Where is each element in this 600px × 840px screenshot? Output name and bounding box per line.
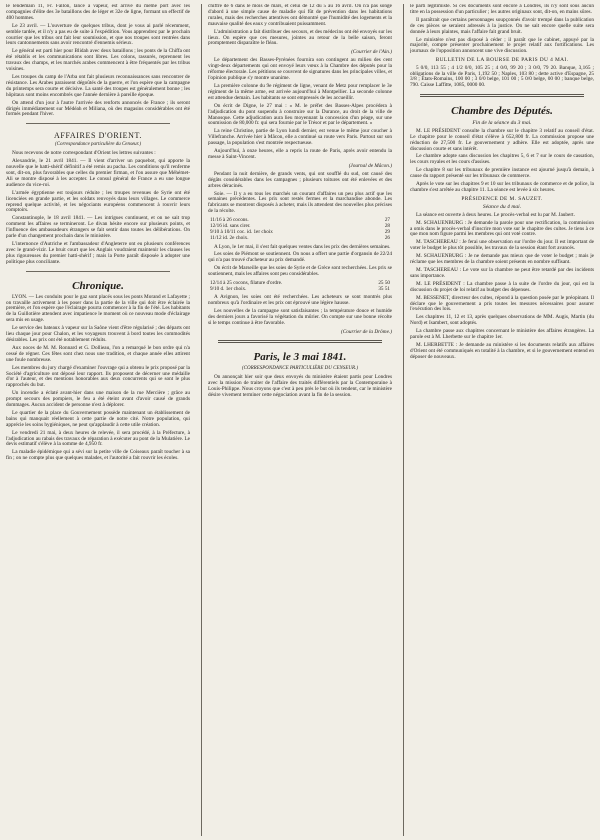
paragraph: Les troupes du camp de l'Arba ont fait plusieurs reconnaissances sans rencontrer de résistance. Les Arabes paraissent dégoûtés de la guerre, et l'on espère que la campagne du printemps sera courte et décisive. La santé des troupes est généralement bonne ; les hôpitaux sont moins encombrés que l'année dernière à pareille époque.: [6, 73, 190, 98]
paragraph: M. LHERBETTE : Je demande au ministère si les documents relatifs aux affaires d'Orient ont été communiqués en totalité à la chambre, et si le gouvernement entend en déposer de nouveaux.: [410, 341, 594, 360]
column-left: [6, 4, 190, 836]
table-row: [208, 286, 392, 292]
section-divider: [420, 94, 584, 97]
column-middle: [208, 4, 392, 836]
price-label: 11/12 id. 2e choix.: [210, 235, 249, 242]
bourse-bulletin-title: BULLETIN DE LA BOURSE DE PARIS DU 4 MAI.: [435, 57, 569, 64]
paragraph: On annonçait hier soir que deux envoyés du ministère étaient partis pour Londres avec la mission de traiter de l'affaire des traités différentiels par la Contemporaine à Louis-Philippe. Nous croyons que c'est à peu près le but où ils tendent, car le ministère désire vivement terminer cette négociation avant la fin de la session.: [208, 373, 392, 398]
price-label: 12/16 id. sans cirer.: [210, 223, 251, 230]
price-value: 35 51: [378, 286, 390, 293]
paragraph: Le général est parti hier pour Blidah avec deux bataillons ; les ponts de la Chiffa ont été rétablis et les communications sont libres. Les colons, rassurés, reprennent les travaux des champs, et les marchés arabes commencent à être fréquentés par les tribus voisines.: [6, 48, 190, 73]
paragraph: Les soies de Piémont se soutiennent. On nous a offert une partie d'organsin de 22/24 qui n'a pas trouvé d'acheteur au prix demandé.: [208, 251, 392, 264]
paragraph: On attend d'un jour à l'autre l'arrivée des renforts annoncés de France ; ils seront dirigés immédiatement sur Médéah et Miliana, où des magasins considérables ont été formés pendant l'hiver.: [6, 99, 190, 118]
paragraph: L'internonce d'Autriche et l'ambassadeur d'Angleterre ont eu plusieurs conférences avec le grand-vizir. Le bruit court que les Anglais voudraient maintenir les clauses les plus rigoureuses du premier hatti-shérif ; mais la Porte paraît disposée à adopter une politique plus conciliante.: [6, 241, 190, 265]
section-subheading: (CORRESPONDANCE PARTICULIÈRE DU CENSEUR.): [241, 365, 358, 371]
table-row: [208, 235, 392, 241]
price-label: 11/16 à 26 cocons.: [210, 217, 249, 224]
column-right: [410, 4, 594, 836]
price-value: 29: [384, 229, 390, 236]
price-value: 26: [384, 235, 390, 242]
section-subheading: Séance du 4 mai.: [482, 204, 522, 211]
price-label: 9/10 à 10/11 coc. id. 1er choix: [210, 229, 273, 236]
paragraph: Après le vote sur les chapitres 9 et 10 sur les tribunaux de commerce et de police, la chambre s'est arrêtée au chapitre 11. La séance est levée à six heures.: [410, 181, 594, 193]
section-divider: [26, 123, 170, 124]
paragraph: M. LE PRÉSIDENT consulte la chambre sur le chapitre 3 relatif au conseil d'état. Le chapitre pour le conseil d'état s'élève à 652,800 fr. La commission propose une réduction de 27,500 fr. Le gouvernement y adhère. Elle est adoptée, après une discussion courte et sans intérêt.: [410, 127, 594, 152]
column-rule: [403, 4, 404, 836]
paragraph: Les nouvelles de la campagne sont satisfaisantes ; la température douce et humide des derniers jours a favorisé la végétation du mûrier. On compte sur une bonne récolte si le temps continue à être favorable.: [208, 308, 392, 326]
paragraph: Aujourd'hui, à onze heures, elle a repris la route de Paris, après avoir entendu la messe à Saint-Vincent.: [208, 148, 392, 160]
paragraph: La séance est ouverte à deux heures. Le procès-verbal est lu par M. Jaubert.: [416, 211, 575, 218]
paragraph: Le service des bateaux à vapeur sur la Saône vient d'être régularisé ; des départs ont lieu chaque jour pour Chalon, et les voyageurs trouvent à bord toutes les commodités désirables. Les prix ont été notablement réduits.: [6, 325, 190, 343]
source-attribution: (Journal de Mâcon.): [348, 162, 392, 169]
paragraph: Le chapitre 8 sur les tribunaux de première instance est ajourné jusqu'à demain, à cause du rapport présenté sur les tribunaux de commerce.: [410, 167, 594, 180]
section-heading-paris: Paris, le 3 mai 1841.: [253, 350, 347, 363]
section-heading-orient: AFFAIRES D'ORIENT.: [54, 131, 142, 141]
section-divider: [26, 271, 170, 272]
section-heading-chambre: Chambre des Députés.: [451, 105, 553, 118]
section-subheading: (Correspondance particulière du Censeur.): [54, 142, 141, 148]
column-rule: [201, 4, 202, 836]
paragraph: Soie. — Il y a eu tous les marchés un courant d'affaires un peu plus actif que les semaines précédentes. Les prix sont restés fermes et la marchandise abonde. Les fabricants se montrent disposés à acheter, mais ils attendent des nouvelles plus précises de la récolte.: [208, 190, 392, 215]
silk-price-table: [208, 280, 392, 292]
paragraph: On écrit de Marseille que les soies de Syrie et de Grèce sont recherchées. Les prix se soutiennent, mais les affaires sont peu considérables.: [208, 265, 392, 278]
paragraph: A Avignon, les soies ont été recherchées. Les acheteurs se sont montrés plus nombreux qu'à l'ordinaire et les prix ont éprouvé une légère hausse.: [208, 294, 392, 307]
price-value: 25 50: [378, 280, 390, 287]
price-label: 9/10 d. 1er choix.: [210, 286, 247, 293]
price-value: 28: [384, 223, 390, 230]
paragraph: Le ministère n'est pas disposé à céder ; il paraît que le cabinet, appuyé par la majorité, compte présenter prochainement le projet relatif aux fortifications. Les journaux de l'opposition annoncent une vive discussion.: [410, 36, 594, 55]
paragraph: Aux noces de M. M. Ronnard et G. Dollieau, l'on a remarqué le bon ordre qui n'a cessé de régner. Ces fêtes sont chez nous une tradition, et chaque année elles attirent une foule nombreuse.: [6, 344, 190, 363]
silk-price-table: [208, 217, 392, 241]
paragraph: le lendemain 11, Fr. Fallon, lancé à vapeur, est arrivé du même port avec les compagnies d'élite des 3e bataillons des 4e léger et 32e de ligne, formant un effectif de 400 hommes.: [6, 4, 190, 21]
paragraph: Un incendie a éclaté avant-hier dans une maison de la rue Mercière ; grâce au prompt secours des pompiers, le feu a été éteint avant d'avoir causé de grands dommages. Aucun accident de personne n'est à déplorer.: [6, 390, 190, 409]
paragraph: Nous recevons de notre correspondant d'Orient les lettres suivantes :: [12, 150, 156, 157]
paragraph: La première colonne du 9e régiment de ligne, venant de Metz pour remplacer le 3e régiment de la même arme, est arrivée aujourd'hui à Montpellier. La seconde colonne est attendue demain. Les habitants se sont empressés de les accueillir.: [208, 82, 392, 101]
paragraph: Le 23 avril. — L'ouverture de quelques tribus, dont je vous ai parlé récemment, semble tardée, et il n'y a pas eu de suite à l'expédition. Vous apprendrez par le prochain courrier que les tribus ont fait leur soumission, et que nos troupes sont rentrées dans leurs cantonnements sans avoir rencontré d'ennemis sérieux.: [6, 22, 190, 47]
paragraph: Le département des Basses-Pyrénées fournira son contingent au milieu des cent vingt-deux départements qui ont envoyé leurs vœux à la Chambre des députés pour la réforme électorale. Les pétitions se couvrent de signatures dans les principales villes, et l'opinion publique s'y montre unanime.: [208, 57, 392, 82]
source-attribution: (Courrier de l'Ain.): [351, 49, 392, 56]
paragraph: M. SCHAUENBURG : Je demande la parole pour une rectification, la commission a omis dans le procès-verbal d'inscrire mon vote sur le chapitre des cultes. Je tiens à ce que mon nom figure parmi les membres qui ont voté contre.: [410, 219, 594, 238]
paragraph: Pendant la nuit dernière, de grands vents, qui ont soufflé du sud, ont causé des dégâts considérables dans les campagnes ; plusieurs toitures ont été enlevées et des arbres déracinés.: [208, 170, 392, 189]
paragraph: LYON. — Les conduits pour le gaz sont placés sous les ponts Morand et Lafayette ; on travaille activement à les poser dans la partie de la ville qui doit être éclairée la première, et l'on espère que l'éclairage pourra commencer à la fin de l'été. Les habitants de la Guillotière attendent avec impatience le moment où ce nouveau mode d'éclairage sera mis en usage.: [6, 293, 190, 324]
paragraph: Le chambre adopte sans discussion les chapitres 5, 6 et 7 sur le cours de cassation, les cours royales et les cours d'assises.: [410, 153, 594, 166]
paragraph: le parti légitimiste. Si ces documents sont encore à Londres, ils n'y sont sous aucun titre en la possession d'un particulier ; les autres originaux sont, dit-on, en mains sûres.: [410, 4, 594, 15]
paragraph: A Lyon, le 1er mai, il s'est fait quelques ventes dans les prix des dernières semaines.: [214, 243, 391, 250]
section-subheading: Fin de la séance du 3 mai.: [472, 120, 532, 127]
paragraph: M. SCHAUENBURG : Je ne demande pas mieux que de voter le budget ; mais je réclame que les membres de la chambre soient présents en nombre suffisant.: [410, 253, 594, 266]
paragraph: La maladie épidémique qui a sévi sur la petite ville de Coiseaux paraît toucher à sa fin ; on ne compte plus que quelques malades, et l'autorité a fait rouvrir les écoles.: [6, 449, 190, 462]
paragraph: Le vendredi 21 mai, à deux heures de relevée, il sera procédé, à la Préfecture, à l'adjudication au rabais des travaux de réparation à exécuter au pont de la Mulatière. Le devis estimatif s'élève à la somme de 4,950 fr.: [6, 429, 190, 448]
paragraph: La reine Christine, partie de Lyon lundi dernier, est venue le même jour coucher à Villefranche. Arrivée hier à Mâcon, elle a continué sa route vers Paris. Partout sur son passage, la population s'est montrée respectueuse.: [208, 128, 392, 147]
paragraph: chiffre de 6 dans le mois de mars, et celui de 12 du 5 au 16 avril. On n'a pas songé d'abord à une simple cause de maladie qui fût de prévention dans les habitations rurales, mais des recherches attentives ont démontré que l'humidité des logements et la mauvaise qualité des eaux y contribuaient puissamment.: [208, 4, 392, 27]
paragraph: Alexandrie, le 21 avril 1841. — Il vient d'arriver un paquebot, qui apporte la nouvelle que le hatti-shérif définitif a été remis au pacha. Les conditions qu'il renferme sont, dit-on, plus favorables que celles du premier firman, et l'on assure que Méhémet-Ali se montre disposé à les accepter. Le consul général de France a eu une longue audience du vice-roi.: [6, 158, 190, 188]
paragraph: La chambre passe aux chapitres concernant le ministère des affaires étrangères. La parole est à M. Lherbette sur le chapitre 1er.: [410, 328, 594, 341]
paragraph: On écrit de Digne, le 27 mai : « M. le préfet des Basses-Alpes procédera à l'adjudication du pont suspendu à construire sur la Durance, au droit de la ville de Manosque. Cette adjudication aura lieu moyennant la concession d'un péage, sur une soumission de 80,000 fr. qui sera fournie par le Trésor et par le département. »: [208, 102, 392, 127]
price-label: 12/14 à 25 cocons, filature d'ordre.: [210, 280, 283, 287]
paragraph: M. LE PRÉSIDENT : La chambre passe à la suite de l'ordre du jour, qui est la discussion du projet de loi relatif au budget des dépenses.: [410, 280, 594, 293]
source-attribution: (Courrier de la Drôme.): [340, 328, 392, 335]
paragraph: Les chapitres 11, 12 et 13, après quelques observations de MM. Augis, Martin (du Nord) et Isambert, sont adoptés.: [410, 314, 594, 327]
paragraph: L'administration a fait distribuer des secours, et des médecins ont été envoyés sur les lieux. On espère que ces mesures, jointes au retour de la belle saison, feront promptement disparaître le fléau.: [208, 28, 392, 47]
paragraph: M. BESSENET, directeur des cultes, répond à la question posée par le préopinant. Il déclare que le gouvernement a pris toutes les mesures nécessaires pour assurer l'exécution des lois.: [410, 294, 594, 313]
paragraph: Il paraîtrait que certains personnages soupçonnés d'avoir trempé dans la publication de ces pièces se seraient adressés à la justice. On ne sait encore quelle suite sera donnée à leurs plaintes, mais l'affaire fait grand bruit.: [410, 16, 594, 35]
paragraph: Les membres du jury chargé d'examiner l'ouvrage qui a obtenu le prix proposé par la Société d'agriculture ont déposé leur rapport. Ils proposent de décerner une médaille d'or à l'auteur, et des mentions honorables aux deux concurrents qui se sont le plus rapprochés du but.: [6, 364, 190, 389]
presidency-heading: PRÉSIDENCE DE M. SAUZET.: [461, 195, 543, 202]
price-value: 27: [384, 217, 390, 224]
paragraph: M. TASCHEREAU : Le vote sur la chambre ne peut être retardé par des incidents sans importance.: [410, 267, 594, 279]
bourse-bulletin-text: 5 0/0, 113 55 ; 4 1/2 0/0, 105 25 ; 4 0/0, 99 20 ; 3 0/0, 79 20. Banque, 3,165 ; obligations de la ville de Paris, 1,192 50 ; Naples, 103 80 ; dette active d'Espagne, 25 3/8 ; États-Romains, 100 00 ; 3 0/0 belge, 101 00 ; 5 0/0 belge, 00 00 ; banque belge, 790. Caisse Laffitte, 1085, 0000 00.: [410, 64, 594, 89]
paragraph: M. TASCHEREAU : Je ferai une observation sur l'ordre du jour. Il est important de voter le budget le plus tôt possible, les travaux de la session étant fort avancés.: [410, 239, 594, 252]
section-divider: [218, 340, 382, 343]
paragraph: Constantinople, le 18 avril 1841. — Les intrigues continuent, et on ne sait trop comment les affaires se termineront. Le divan hésite encore sur plusieurs points, et l'influence des ambassadeurs étrangers se fait sentir dans toutes les délibérations. On parle d'un changement prochain dans le ministère.: [6, 215, 190, 240]
section-heading-chronique: Chronique.: [72, 279, 124, 292]
paragraph: L'armée égyptienne est toujours réduite ; les troupes revenues de Syrie ont été licenciées en grande partie, et les soldats renvoyés dans leurs villages. Le commerce reprend quelque activité, et les négociants européens commencent à rouvrir leurs comptoirs.: [6, 189, 190, 214]
paragraph: Le quartier de la place du Gouvernement possède maintenant un établissement de bains qui manquait réellement à cette partie de notre cité. Notre population, qui apprécie les soins hygiéniques, ne peut qu'applaudir à cette utile création.: [6, 409, 190, 428]
